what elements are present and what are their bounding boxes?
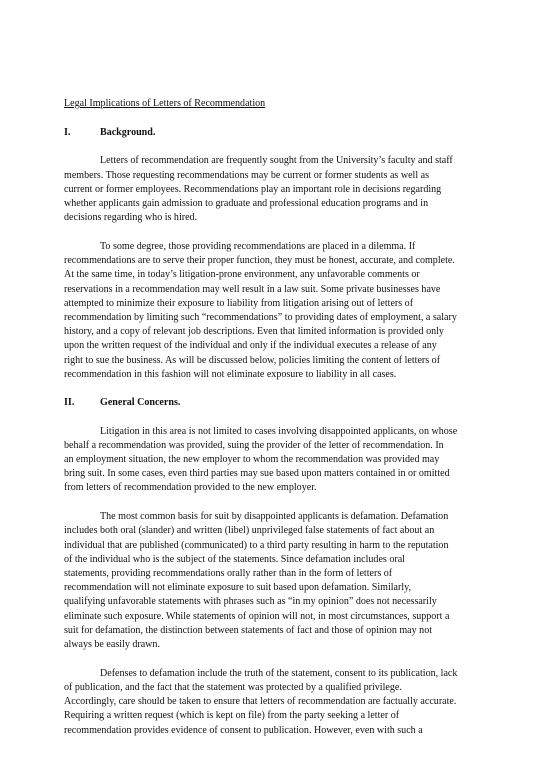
paragraph-line: At the same time, in today’s litigation-prone environment, any unfavorable comments or (64, 269, 420, 281)
paragraph-line: current or former employees. Recommendations play an important role in decisions regarding (64, 183, 442, 195)
paragraph (64, 240, 490, 382)
paragraph-line: Litigation in this area is not limited to cases involving disappointed applicants, on whose (100, 425, 458, 437)
paragraph-line: recommendation will not eliminate exposure to suit based upon defamation. Similarly, (64, 582, 412, 594)
paragraph-line: recommendation by limiting such “recommendations” to providing dates of employment, a salary (64, 311, 457, 323)
paragraph (64, 510, 490, 652)
paragraph-line: members. Those requesting recommendations may be current or former students as well as (64, 169, 430, 181)
paragraph-line: always be easily drawn. (64, 639, 160, 650)
paragraph-line: of publication, and the fact that the statement was protected by a qualified privilege. (64, 681, 402, 693)
paragraph-line: attempted to minimize their exposure to liability from litigation arising out of letters of (64, 297, 414, 309)
paragraph-line: To some degree, those providing recommendations are placed in a dilemma. If (100, 240, 416, 252)
paragraph-line: whether applicants gain admission to graduate and professional education programs and in (64, 198, 429, 210)
paragraph (64, 154, 490, 225)
paragraph-line: recommendation provides evidence of consent to publication. However, even with such a (64, 724, 423, 736)
paragraph-line: an employment situation, the new employer to whom the recommendation was provided may (64, 454, 440, 466)
paragraph-line: statements, providing recommendations orally rather than in the form of letters of (64, 567, 393, 579)
section-title: Background. (100, 127, 156, 139)
section-heading (64, 396, 490, 410)
paragraph-line: reservations in a recommendation may well result in a law suit. Some private businesses have (64, 283, 441, 295)
paragraph-line: eliminate such exposure. While statements of opinion will not, in most circumstances, support a (64, 610, 450, 622)
section-number: I. (64, 127, 71, 139)
paragraph-line: Letters of recommendation are frequently sought from the University’s faculty and staff (100, 155, 453, 167)
paragraph-line: bring suit. In some cases, even third parties may sue based upon matters contained in or omitted (64, 468, 450, 480)
paragraph-line: Accordingly, care should be taken to ensure that letters of recommendation are factually accurate. (64, 696, 457, 708)
document-body (64, 97, 490, 752)
paragraph-line: includes both oral (slander) and written (libel) unprivileged false statements of fact about an (64, 525, 435, 537)
section-heading (64, 126, 490, 140)
paragraph-line: decisions regarding who is hired. (64, 212, 198, 224)
paragraph-line: recommendations are to serve their proper function, they must be honest, accurate, and complete. (64, 255, 455, 267)
paragraph-line: The most common basis for suit by disappointed applicants is defamation. Defamation (100, 511, 449, 523)
document-sections (64, 126, 490, 738)
paragraph-line: history, and a copy of relevant job descriptions. Even that limited information is provided only (64, 326, 444, 338)
paragraph-line: Defenses to defamation include the truth of the statement, consent to its publication, lack (100, 667, 458, 679)
paragraph-line: of the individual who is the subject of the statements. Since defamation includes oral (64, 553, 405, 565)
paragraph (64, 667, 490, 738)
paragraph-line: suit for defamation, the distinction between statements of fact and those of opinion may not (64, 624, 433, 636)
paragraph-line: recommendation in this fashion will not eliminate exposure to liability in all cases. (64, 368, 397, 380)
paragraph-line: behalf a recommendation was provided, suing the provider of the letter of recommendation. In (64, 439, 444, 451)
section-number: II. (64, 397, 75, 409)
paragraph-line: right to sue the business. As will be discussed below, policies limiting the content of letters of (64, 354, 441, 366)
paragraph (64, 425, 490, 496)
paragraph-line: Requiring a written request (which is kept on file) from the party seeking a letter of (64, 710, 400, 722)
paragraph-line: individual that are published (communicated) to a third party resulting in harm to the reputation (64, 539, 449, 551)
paragraph-line: upon the written request of the individual and only if the individual executes a release of any (64, 340, 437, 352)
paragraph-line: qualifying unfavorable statements with phrases such as “in my opinion” does not necessarily (64, 596, 437, 608)
paragraph-line: from letters of recommendation provided to the new employer. (64, 482, 317, 494)
document-title: Legal Implications of Letters of Recommendation (64, 98, 266, 109)
section-title: General Concerns. (100, 397, 181, 409)
